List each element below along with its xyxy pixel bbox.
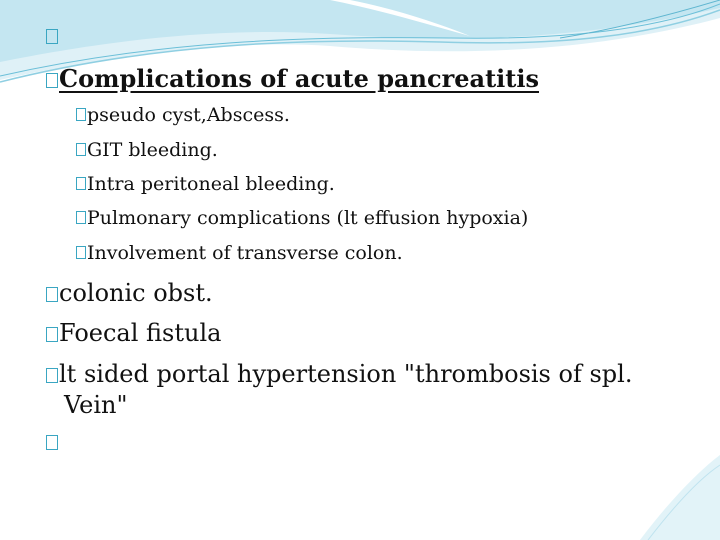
- sub-item-text: Involvement of transverse colon.: [87, 242, 403, 264]
- bullet-box-icon: [46, 29, 58, 44]
- bullet-box-icon: [76, 143, 86, 156]
- sub-item: [76, 207, 528, 229]
- sub-item: [76, 104, 290, 126]
- main-item: [46, 360, 632, 388]
- wave-bottom-right: [640, 455, 720, 540]
- bullet-box-icon: [76, 177, 86, 190]
- main-item-text: lt sided portal hypertension "thrombosis of spl.: [59, 360, 633, 388]
- sub-item-text: GIT bleeding.: [87, 139, 218, 161]
- bullet-box-icon: [46, 73, 58, 88]
- bullet-box-icon: [46, 287, 58, 302]
- slide-title-line: [46, 64, 539, 93]
- sub-item-text: Intra peritoneal bleeding.: [87, 173, 335, 195]
- main-item-text: Foecal fistula: [59, 319, 222, 347]
- main-item-text: colonic obst.: [59, 279, 213, 307]
- sub-item: [76, 173, 335, 195]
- bullet-box-icon: [46, 327, 58, 342]
- main-item-continuation: [64, 391, 128, 419]
- bullet-box-icon: [76, 211, 86, 224]
- bullet-box-icon: [76, 246, 86, 259]
- sub-item-text: Pulmonary complications (lt effusion hypoxia): [87, 207, 529, 229]
- main-item: [46, 279, 213, 307]
- main-item-text: Vein": [64, 391, 128, 419]
- bottom-empty-bullet: [46, 434, 59, 453]
- bullet-box-icon: [46, 368, 58, 383]
- main-item: [46, 319, 221, 347]
- top-empty-bullet: [46, 24, 59, 48]
- sub-item-text: pseudo cyst,Abscess.: [87, 104, 290, 126]
- sub-item: [76, 242, 403, 264]
- sub-item: [76, 139, 218, 161]
- bullet-box-icon: [46, 435, 58, 450]
- slide-title: Complications of acute pancreatitis: [59, 64, 539, 93]
- bullet-box-icon: [76, 108, 86, 121]
